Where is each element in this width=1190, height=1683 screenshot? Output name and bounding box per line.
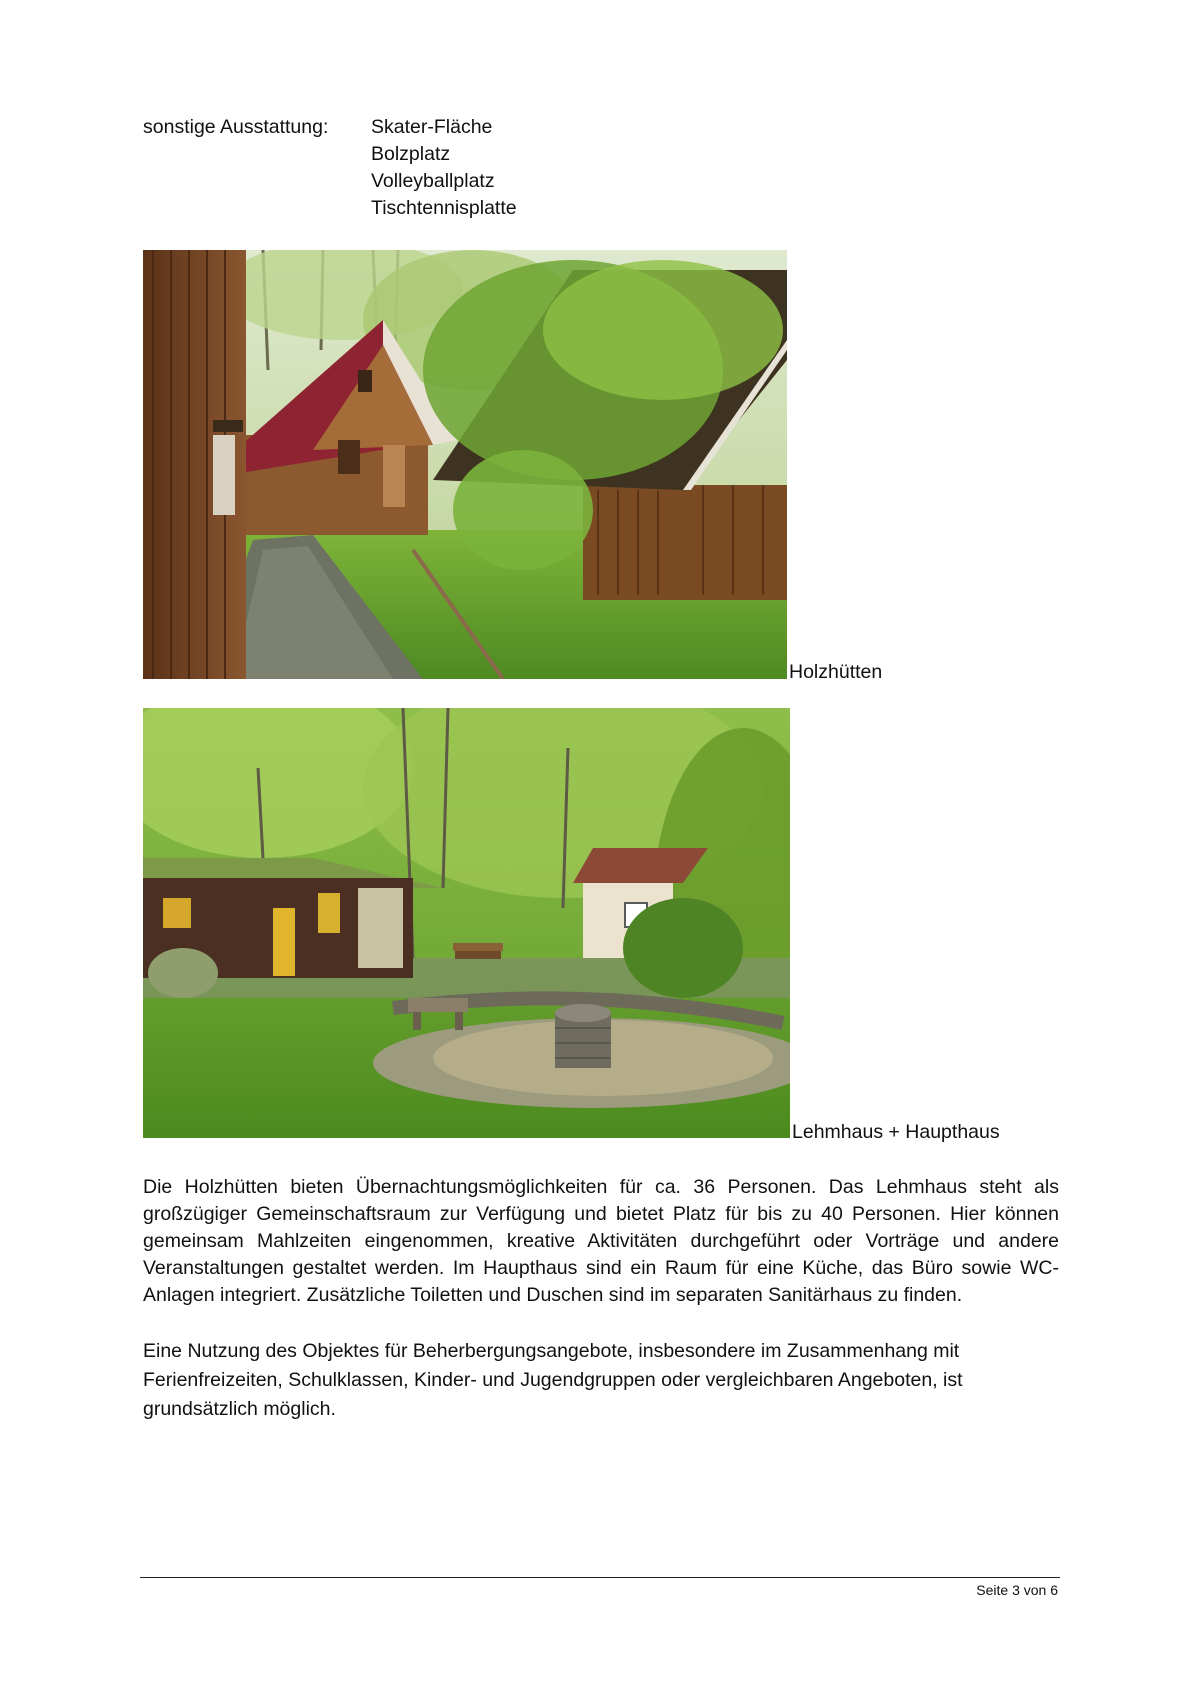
photo-clay-house-main-house	[143, 708, 790, 1138]
page-number: Seite 3 von 6	[976, 1582, 1058, 1598]
usage-paragraph: Eine Nutzung des Objektes für Beherbergungsangebote, insbesondere im Zusammenhang mit Ferienfreizeiten, Schulklassen, Kinder- und Jugendgruppen oder vergleichbaren Angeboten, ist grundsätzlich möglich.	[143, 1340, 963, 1420]
equipment-item: Tischtennisplatte	[371, 197, 517, 219]
footer-divider	[140, 1577, 1060, 1578]
photo-caption: Lehmhaus + Haupthaus	[792, 1121, 1000, 1143]
description-paragraph: Die Holzhütten bieten Übernachtungsmöglichkeiten für ca. 36 Personen. Das Lehmhaus steht als großzügiger Gemeinschaftsraum zur Verfügung und bietet Platz für bis zu 40 Personen. Hier können gemeinsam Mahlzeiten eingenommen, kreative Aktivitäten durchgeführt oder Vorträge und andere Veranstaltungen gestaltet werden. Im Haupthaus sind ein Raum für eine Küche, das Büro sowie WC-Anlagen integriert. Zusätzliche Toiletten und Duschen sind im separaten Sanitärhaus zu finden.	[143, 1176, 1059, 1306]
equipment-label: sonstige Ausstattung:	[143, 116, 329, 138]
equipment-list	[371, 114, 517, 222]
photo-wooden-cabins	[143, 250, 787, 679]
equipment-item: Volleyballplatz	[371, 170, 495, 192]
equipment-item: Skater-Fläche	[371, 116, 493, 138]
photo-caption: Holzhütten	[789, 661, 883, 683]
equipment-item: Bolzplatz	[371, 143, 451, 165]
